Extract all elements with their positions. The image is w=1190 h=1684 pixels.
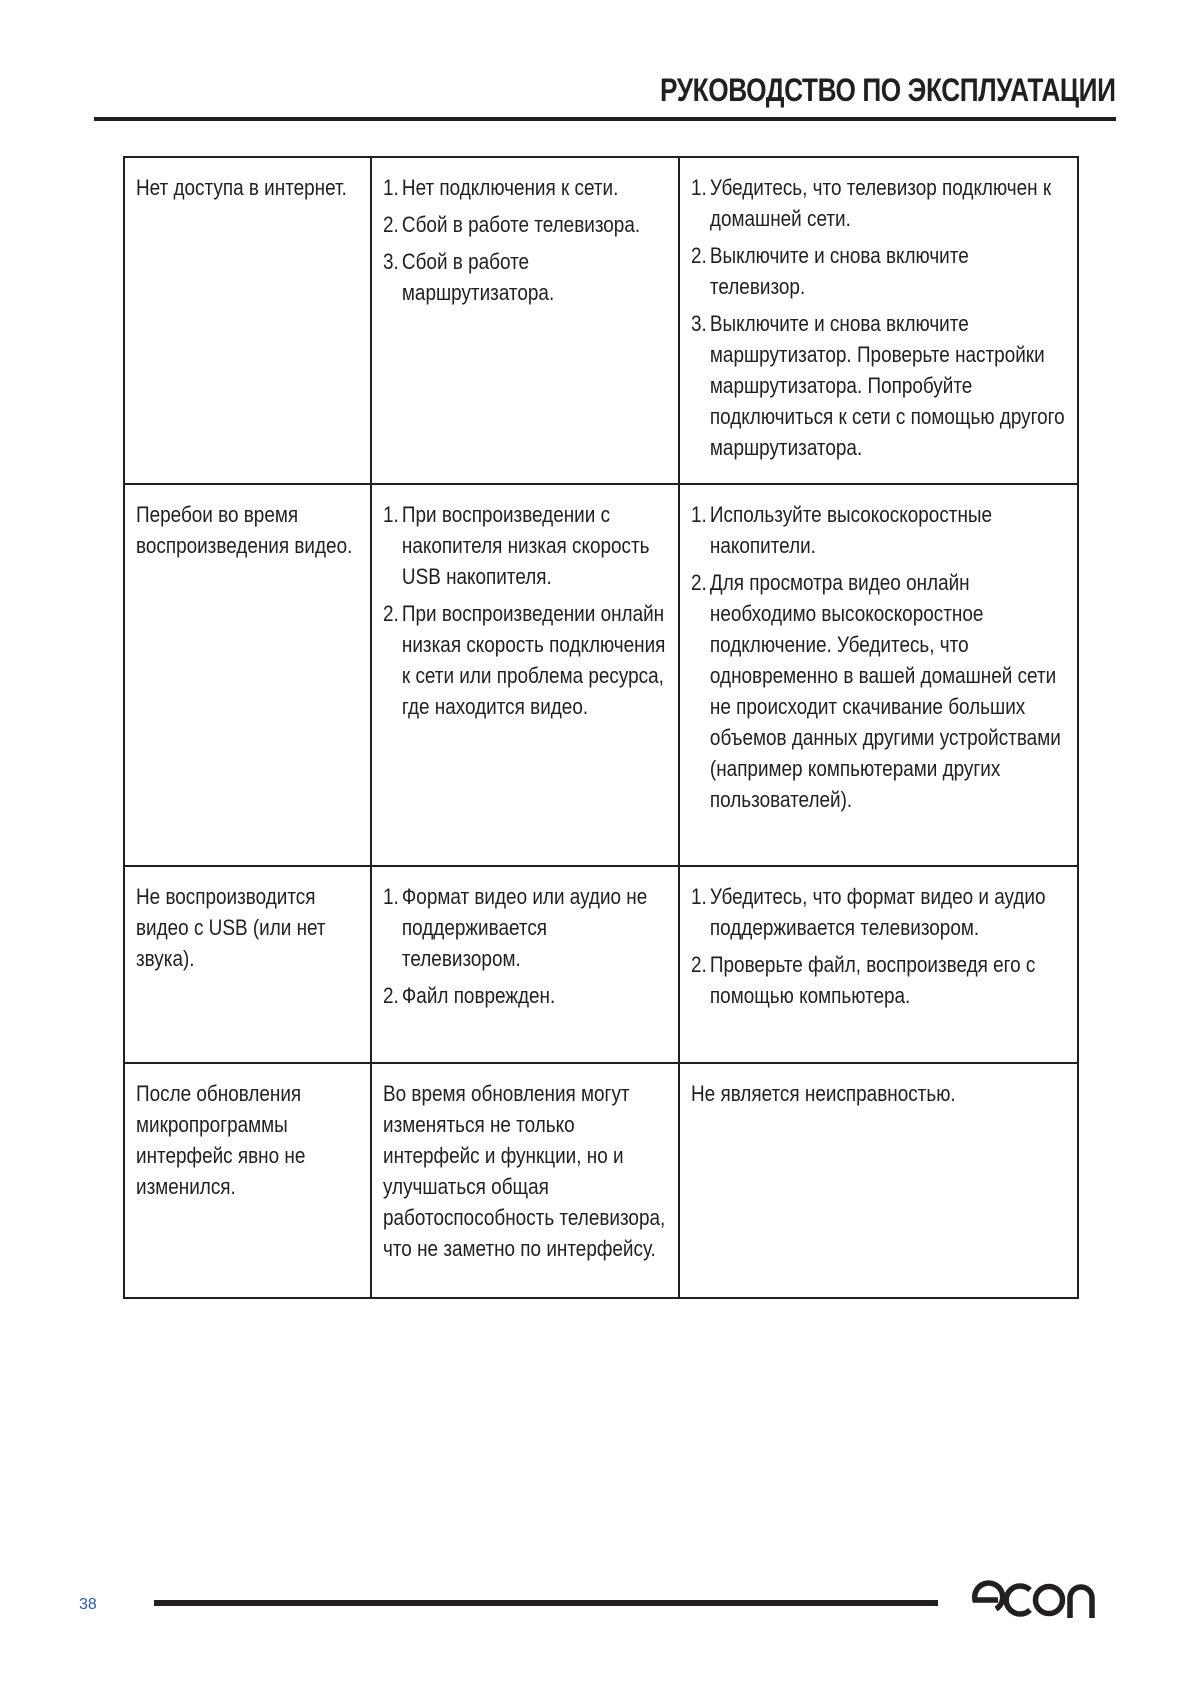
cause-list (383, 881, 667, 1011)
cause-list (383, 172, 667, 308)
solution-text: Не является неисправностью. (691, 1081, 956, 1106)
list-item: 1. Убедитесь, что формат видео и аудио поддерживается телевизором. (691, 884, 1046, 940)
solution-list (691, 172, 1066, 463)
problem-text: Не воспроизводится видео с USB (или нет звука). (136, 884, 326, 971)
solution-cell (679, 866, 1078, 1063)
table-row (124, 157, 1078, 484)
list-item: 1. Нет подключения к сети. (383, 175, 619, 200)
list-item: 3. Выключите и снова включите маршрутизатор. Проверьте настройки маршрутизатора. Попробуйте подключиться к сети с помощью другого маршрутизатора. (691, 311, 1065, 460)
list-item: 2. Сбой в работе телевизора. (383, 212, 641, 237)
cause-cell (371, 157, 679, 484)
econ-logo (970, 1578, 1095, 1622)
solution-list (691, 881, 1066, 1011)
list-item: 1. При воспроизведении с накопителя низкая скорость USB накопителя. (383, 502, 650, 589)
list-item: 2. При воспроизведении онлайн низкая скорость подключения к сети или проблема ресурса, где находится видео. (383, 601, 666, 719)
page-title: РУКОВОДСТВО ПО ЭКСПЛУАТАЦИИ (660, 72, 1116, 108)
table-row (124, 484, 1078, 866)
solution-cell (679, 484, 1078, 866)
problem-cell (124, 484, 371, 866)
cause-cell (371, 866, 679, 1063)
list-item: 3. Сбой в работе маршрутизатора. (383, 249, 555, 305)
problem-text: Нет доступа в интернет. (136, 175, 347, 200)
list-item: 2. Для просмотра видео онлайн необходимо высокоскоростное подключение. Убедитесь, что одновременно в вашей домашней сети не происходит скачивание больших объемов данных другими устройствами (например компьютерами других пользователей). (691, 570, 1061, 812)
table-row (124, 1063, 1078, 1298)
table-row (124, 866, 1078, 1063)
list-item: 2. Выключите и снова включите телевизор. (691, 243, 969, 299)
problem-cell (124, 1063, 371, 1298)
solution-cell (679, 157, 1078, 484)
problem-cell (124, 866, 371, 1063)
troubleshooting-table (123, 156, 1079, 1299)
list-item: 2. Файл поврежден. (383, 983, 556, 1008)
list-item: 1. Убедитесь, что телевизор подключен к домашней сети. (691, 175, 1052, 231)
problem-text: Перебои во время воспроизведения видео. (136, 502, 353, 558)
cause-cell (371, 484, 679, 866)
problem-text: После обновления микропрограммы интерфейс явно не изменился. (136, 1081, 306, 1199)
cause-cell (371, 1063, 679, 1298)
list-item: 1. Используйте высокоскоростные накопители. (691, 502, 993, 558)
page-number: 38 (79, 1596, 97, 1613)
list-item: 2. Проверьте файл, воспроизведя его с помощью компьютера. (691, 952, 1036, 1008)
solution-list (691, 499, 1066, 815)
cause-list (383, 499, 667, 722)
solution-cell (679, 1063, 1078, 1298)
cause-text: Во время обновления могут изменяться не только интерфейс и функции, но и улучшаться общая работоспособность телевизора, что не заметно по интерфейсу. (383, 1081, 666, 1261)
problem-cell (124, 157, 371, 484)
list-item: 1. Формат видео или аудио не поддерживается телевизором. (383, 884, 648, 971)
footer-divider (154, 1600, 938, 1606)
header-divider (94, 117, 1116, 121)
